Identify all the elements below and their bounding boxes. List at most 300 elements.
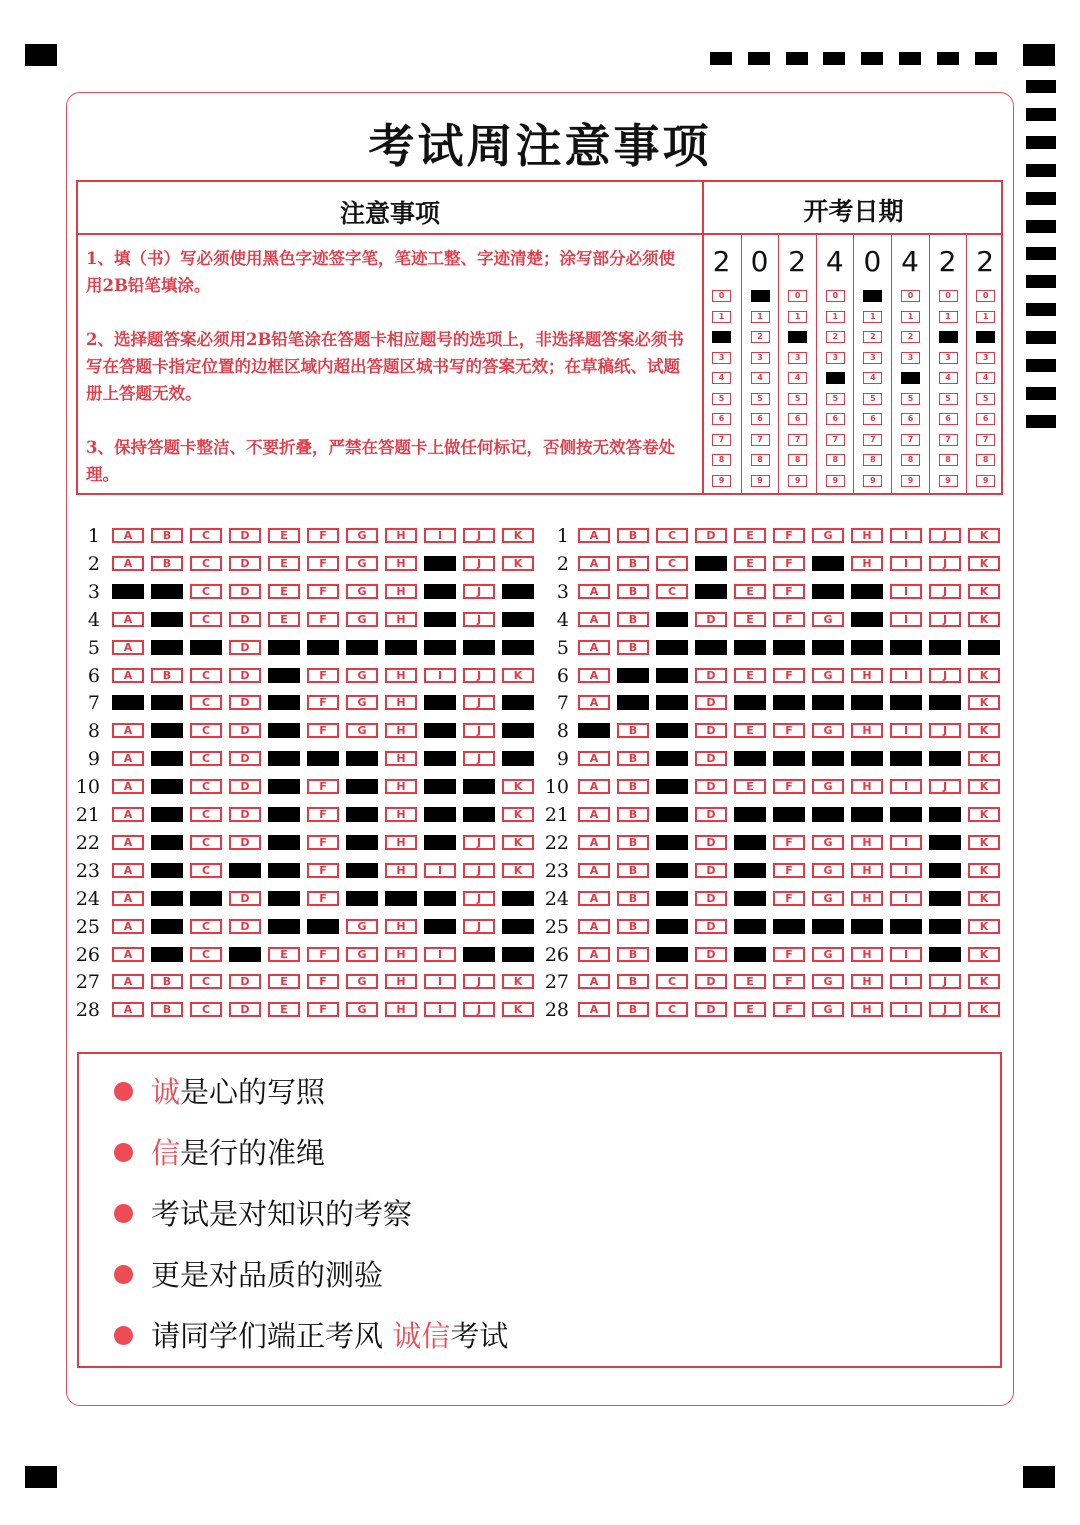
answer-bubble-c[interactable]: C: [190, 695, 222, 710]
answer-bubble-h[interactable]: H: [851, 668, 883, 683]
answer-bubble-i[interactable]: [424, 919, 456, 934]
date-bubble[interactable]: 7: [976, 434, 995, 446]
answer-bubble-d[interactable]: D: [229, 835, 261, 850]
answer-bubble-d[interactable]: D: [695, 528, 727, 543]
answer-bubble-h[interactable]: [851, 807, 883, 822]
answer-bubble-h[interactable]: [851, 584, 883, 599]
answer-bubble-f[interactable]: F: [307, 528, 339, 543]
date-bubble[interactable]: [751, 290, 770, 302]
answer-bubble-g[interactable]: [812, 640, 844, 655]
answer-bubble-g[interactable]: G: [812, 974, 844, 989]
answer-bubble-i[interactable]: I: [890, 668, 922, 683]
answer-bubble-k[interactable]: K: [502, 668, 534, 683]
answer-bubble-f[interactable]: F: [307, 723, 339, 738]
date-bubble[interactable]: 4: [863, 372, 882, 384]
answer-bubble-c[interactable]: C: [190, 612, 222, 627]
answer-bubble-c[interactable]: [656, 751, 688, 766]
answer-bubble-f[interactable]: F: [307, 584, 339, 599]
answer-bubble-f[interactable]: F: [307, 556, 339, 571]
answer-bubble-g[interactable]: G: [346, 584, 378, 599]
date-bubble[interactable]: 3: [939, 352, 958, 364]
answer-bubble-d[interactable]: D: [695, 779, 727, 794]
answer-bubble-d[interactable]: D: [695, 891, 727, 906]
answer-bubble-g[interactable]: [346, 807, 378, 822]
answer-bubble-d[interactable]: D: [229, 779, 261, 794]
answer-bubble-e[interactable]: [734, 695, 766, 710]
date-bubble[interactable]: 5: [826, 393, 845, 405]
answer-bubble-g[interactable]: [346, 891, 378, 906]
answer-bubble-e[interactable]: E: [734, 1002, 766, 1017]
answer-bubble-f[interactable]: F: [773, 612, 805, 627]
date-bubble[interactable]: 7: [901, 434, 920, 446]
answer-bubble-d[interactable]: D: [229, 528, 261, 543]
answer-bubble-b[interactable]: [617, 668, 649, 683]
answer-bubble-a[interactable]: A: [112, 556, 144, 571]
answer-bubble-g[interactable]: [346, 863, 378, 878]
answer-bubble-b[interactable]: [151, 751, 183, 766]
answer-bubble-a[interactable]: A: [112, 528, 144, 543]
date-bubble[interactable]: 8: [939, 454, 958, 466]
answer-bubble-k[interactable]: K: [968, 779, 1000, 794]
answer-bubble-f[interactable]: F: [307, 947, 339, 962]
answer-bubble-c[interactable]: [656, 891, 688, 906]
answer-bubble-g[interactable]: [812, 919, 844, 934]
answer-bubble-a[interactable]: A: [578, 947, 610, 962]
answer-bubble-f[interactable]: [773, 751, 805, 766]
answer-bubble-g[interactable]: G: [346, 668, 378, 683]
date-bubble[interactable]: 5: [901, 393, 920, 405]
date-bubble[interactable]: 4: [788, 372, 807, 384]
answer-bubble-j[interactable]: J: [463, 751, 495, 766]
answer-bubble-e[interactable]: E: [268, 556, 300, 571]
answer-bubble-b[interactable]: B: [617, 751, 649, 766]
answer-bubble-j[interactable]: J: [929, 584, 961, 599]
answer-bubble-k[interactable]: K: [968, 891, 1000, 906]
date-bubble[interactable]: 1: [712, 311, 731, 323]
answer-bubble-g[interactable]: G: [812, 891, 844, 906]
answer-bubble-f[interactable]: F: [773, 947, 805, 962]
date-bubble[interactable]: 2: [901, 331, 920, 343]
answer-bubble-d[interactable]: D: [229, 751, 261, 766]
answer-bubble-a[interactable]: A: [578, 891, 610, 906]
answer-bubble-g[interactable]: G: [812, 835, 844, 850]
answer-bubble-b[interactable]: [151, 807, 183, 822]
answer-bubble-g[interactable]: G: [346, 974, 378, 989]
date-bubble[interactable]: 7: [712, 434, 731, 446]
answer-bubble-a[interactable]: A: [578, 807, 610, 822]
answer-bubble-k[interactable]: K: [968, 695, 1000, 710]
answer-bubble-h[interactable]: H: [385, 528, 417, 543]
answer-bubble-b[interactable]: [151, 584, 183, 599]
answer-bubble-d[interactable]: D: [229, 695, 261, 710]
answer-bubble-e[interactable]: [268, 668, 300, 683]
answer-bubble-c[interactable]: C: [190, 974, 222, 989]
date-bubble[interactable]: 3: [788, 352, 807, 364]
answer-bubble-j[interactable]: J: [463, 528, 495, 543]
answer-bubble-f[interactable]: [307, 751, 339, 766]
date-bubble[interactable]: 8: [712, 454, 731, 466]
answer-bubble-j[interactable]: J: [929, 779, 961, 794]
answer-bubble-a[interactable]: [578, 723, 610, 738]
answer-bubble-k[interactable]: K: [502, 974, 534, 989]
answer-bubble-e[interactable]: E: [734, 612, 766, 627]
answer-bubble-g[interactable]: G: [812, 779, 844, 794]
answer-bubble-b[interactable]: B: [151, 528, 183, 543]
date-bubble[interactable]: 1: [788, 311, 807, 323]
answer-bubble-j[interactable]: J: [929, 668, 961, 683]
date-bubble[interactable]: 8: [751, 454, 770, 466]
answer-bubble-f[interactable]: F: [307, 835, 339, 850]
date-bubble[interactable]: 5: [712, 393, 731, 405]
answer-bubble-j[interactable]: J: [463, 723, 495, 738]
answer-bubble-g[interactable]: G: [812, 863, 844, 878]
answer-bubble-d[interactable]: [229, 863, 261, 878]
answer-bubble-i[interactable]: I: [890, 612, 922, 627]
answer-bubble-j[interactable]: [463, 640, 495, 655]
date-bubble[interactable]: 0: [901, 290, 920, 302]
answer-bubble-k[interactable]: [502, 584, 534, 599]
answer-bubble-f[interactable]: F: [307, 779, 339, 794]
answer-bubble-e[interactable]: E: [734, 668, 766, 683]
date-bubble[interactable]: 1: [976, 311, 995, 323]
date-bubble[interactable]: 7: [939, 434, 958, 446]
answer-bubble-k[interactable]: [502, 723, 534, 738]
answer-bubble-k[interactable]: K: [968, 528, 1000, 543]
answer-bubble-k[interactable]: [502, 891, 534, 906]
answer-bubble-k[interactable]: K: [502, 528, 534, 543]
answer-bubble-j[interactable]: [929, 807, 961, 822]
date-bubble[interactable]: 6: [976, 413, 995, 425]
answer-bubble-g[interactable]: G: [812, 947, 844, 962]
answer-bubble-f[interactable]: [773, 640, 805, 655]
answer-bubble-h[interactable]: H: [385, 668, 417, 683]
answer-bubble-d[interactable]: [695, 584, 727, 599]
date-bubble[interactable]: 8: [788, 454, 807, 466]
answer-bubble-b[interactable]: [151, 835, 183, 850]
answer-bubble-h[interactable]: H: [851, 947, 883, 962]
answer-bubble-h[interactable]: H: [385, 695, 417, 710]
answer-bubble-k[interactable]: [968, 640, 1000, 655]
answer-bubble-b[interactable]: B: [151, 1002, 183, 1017]
answer-bubble-f[interactable]: F: [307, 974, 339, 989]
answer-bubble-i[interactable]: I: [424, 863, 456, 878]
answer-bubble-a[interactable]: A: [578, 1002, 610, 1017]
date-bubble[interactable]: 9: [712, 475, 731, 487]
answer-bubble-e[interactable]: E: [734, 974, 766, 989]
date-bubble[interactable]: 9: [976, 475, 995, 487]
answer-bubble-b[interactable]: [151, 947, 183, 962]
answer-bubble-g[interactable]: G: [346, 947, 378, 962]
answer-bubble-j[interactable]: J: [463, 584, 495, 599]
answer-bubble-f[interactable]: [773, 919, 805, 934]
answer-bubble-g[interactable]: G: [346, 1002, 378, 1017]
answer-bubble-c[interactable]: [190, 891, 222, 906]
answer-bubble-i[interactable]: [424, 640, 456, 655]
answer-bubble-j[interactable]: [929, 695, 961, 710]
answer-bubble-e[interactable]: E: [268, 1002, 300, 1017]
date-bubble[interactable]: 6: [751, 413, 770, 425]
date-bubble[interactable]: 3: [826, 352, 845, 364]
answer-bubble-h[interactable]: H: [385, 751, 417, 766]
answer-bubble-g[interactable]: [812, 584, 844, 599]
answer-bubble-c[interactable]: [656, 612, 688, 627]
answer-bubble-h[interactable]: H: [385, 1002, 417, 1017]
answer-bubble-j[interactable]: J: [463, 835, 495, 850]
answer-bubble-d[interactable]: [229, 947, 261, 962]
answer-bubble-f[interactable]: F: [773, 584, 805, 599]
answer-bubble-h[interactable]: H: [385, 807, 417, 822]
answer-bubble-c[interactable]: [656, 695, 688, 710]
answer-bubble-g[interactable]: [812, 695, 844, 710]
answer-bubble-e[interactable]: [268, 835, 300, 850]
answer-bubble-k[interactable]: K: [968, 723, 1000, 738]
answer-bubble-g[interactable]: G: [812, 723, 844, 738]
date-bubble[interactable]: 2: [751, 331, 770, 343]
date-bubble[interactable]: [901, 372, 920, 384]
date-bubble[interactable]: 8: [863, 454, 882, 466]
answer-bubble-f[interactable]: [773, 695, 805, 710]
answer-bubble-b[interactable]: B: [617, 947, 649, 962]
answer-bubble-c[interactable]: C: [190, 723, 222, 738]
date-bubble[interactable]: 1: [939, 311, 958, 323]
answer-bubble-j[interactable]: J: [929, 612, 961, 627]
answer-bubble-d[interactable]: D: [229, 1002, 261, 1017]
answer-bubble-j[interactable]: J: [463, 612, 495, 627]
answer-bubble-i[interactable]: [890, 695, 922, 710]
answer-bubble-g[interactable]: G: [346, 528, 378, 543]
answer-bubble-e[interactable]: E: [268, 947, 300, 962]
answer-bubble-c[interactable]: [656, 779, 688, 794]
answer-bubble-f[interactable]: F: [773, 779, 805, 794]
answer-bubble-e[interactable]: [268, 751, 300, 766]
answer-bubble-h[interactable]: H: [385, 723, 417, 738]
date-bubble[interactable]: 2: [863, 331, 882, 343]
answer-bubble-g[interactable]: G: [812, 668, 844, 683]
answer-bubble-j[interactable]: [929, 835, 961, 850]
answer-bubble-h[interactable]: H: [385, 863, 417, 878]
answer-bubble-b[interactable]: B: [617, 974, 649, 989]
answer-bubble-b[interactable]: [151, 779, 183, 794]
date-bubble[interactable]: 5: [751, 393, 770, 405]
answer-bubble-d[interactable]: D: [695, 668, 727, 683]
answer-bubble-b[interactable]: B: [151, 668, 183, 683]
date-bubble[interactable]: 4: [751, 372, 770, 384]
answer-bubble-k[interactable]: [502, 612, 534, 627]
answer-bubble-d[interactable]: D: [695, 947, 727, 962]
answer-bubble-c[interactable]: C: [190, 807, 222, 822]
answer-bubble-a[interactable]: A: [112, 807, 144, 822]
answer-bubble-d[interactable]: D: [229, 556, 261, 571]
answer-bubble-i[interactable]: I: [424, 974, 456, 989]
answer-bubble-d[interactable]: D: [229, 668, 261, 683]
answer-bubble-k[interactable]: K: [502, 556, 534, 571]
answer-bubble-b[interactable]: [151, 640, 183, 655]
answer-bubble-d[interactable]: D: [695, 919, 727, 934]
answer-bubble-h[interactable]: H: [385, 919, 417, 934]
answer-bubble-i[interactable]: [424, 779, 456, 794]
answer-bubble-c[interactable]: C: [190, 779, 222, 794]
answer-bubble-d[interactable]: [695, 556, 727, 571]
answer-bubble-c[interactable]: C: [190, 584, 222, 599]
answer-bubble-k[interactable]: K: [502, 1002, 534, 1017]
answer-bubble-j[interactable]: [929, 751, 961, 766]
date-bubble[interactable]: [712, 331, 731, 343]
answer-bubble-j[interactable]: J: [463, 919, 495, 934]
answer-bubble-e[interactable]: E: [268, 974, 300, 989]
date-bubble[interactable]: 6: [826, 413, 845, 425]
answer-bubble-c[interactable]: [656, 919, 688, 934]
answer-bubble-c[interactable]: C: [656, 974, 688, 989]
date-bubble[interactable]: 6: [901, 413, 920, 425]
answer-bubble-k[interactable]: K: [968, 947, 1000, 962]
answer-bubble-a[interactable]: A: [578, 835, 610, 850]
answer-bubble-e[interactable]: E: [268, 584, 300, 599]
answer-bubble-k[interactable]: [502, 919, 534, 934]
answer-bubble-h[interactable]: H: [851, 863, 883, 878]
answer-bubble-g[interactable]: [346, 640, 378, 655]
answer-bubble-b[interactable]: [617, 695, 649, 710]
date-bubble[interactable]: 3: [901, 352, 920, 364]
answer-bubble-k[interactable]: K: [968, 668, 1000, 683]
answer-bubble-i[interactable]: [424, 835, 456, 850]
date-bubble[interactable]: 6: [939, 413, 958, 425]
answer-bubble-h[interactable]: [851, 919, 883, 934]
answer-bubble-d[interactable]: D: [695, 974, 727, 989]
answer-bubble-f[interactable]: F: [773, 863, 805, 878]
answer-bubble-i[interactable]: [424, 751, 456, 766]
answer-bubble-b[interactable]: B: [617, 723, 649, 738]
answer-bubble-h[interactable]: H: [385, 556, 417, 571]
date-bubble[interactable]: 9: [826, 475, 845, 487]
answer-bubble-h[interactable]: H: [851, 891, 883, 906]
answer-bubble-h[interactable]: [851, 640, 883, 655]
answer-bubble-d[interactable]: D: [695, 1002, 727, 1017]
answer-bubble-g[interactable]: [346, 779, 378, 794]
answer-bubble-k[interactable]: K: [968, 835, 1000, 850]
answer-bubble-h[interactable]: [385, 891, 417, 906]
date-bubble[interactable]: 8: [826, 454, 845, 466]
date-bubble[interactable]: [976, 331, 995, 343]
answer-bubble-c[interactable]: [656, 947, 688, 962]
date-bubble[interactable]: 3: [863, 352, 882, 364]
answer-bubble-b[interactable]: [151, 612, 183, 627]
answer-bubble-a[interactable]: A: [112, 835, 144, 850]
answer-bubble-j[interactable]: [463, 779, 495, 794]
answer-bubble-j[interactable]: J: [463, 974, 495, 989]
date-bubble[interactable]: 7: [826, 434, 845, 446]
answer-bubble-a[interactable]: A: [112, 891, 144, 906]
answer-bubble-i[interactable]: I: [890, 528, 922, 543]
date-bubble[interactable]: 7: [788, 434, 807, 446]
answer-bubble-k[interactable]: K: [502, 779, 534, 794]
answer-bubble-i[interactable]: [424, 612, 456, 627]
answer-bubble-c[interactable]: [656, 835, 688, 850]
answer-bubble-f[interactable]: [307, 919, 339, 934]
answer-bubble-i[interactable]: [890, 807, 922, 822]
answer-bubble-c[interactable]: [190, 640, 222, 655]
answer-bubble-d[interactable]: D: [229, 640, 261, 655]
date-bubble[interactable]: 4: [939, 372, 958, 384]
answer-bubble-k[interactable]: K: [968, 751, 1000, 766]
answer-bubble-c[interactable]: C: [190, 919, 222, 934]
answer-bubble-g[interactable]: [812, 751, 844, 766]
answer-bubble-f[interactable]: F: [307, 695, 339, 710]
answer-bubble-k[interactable]: K: [968, 1002, 1000, 1017]
answer-bubble-c[interactable]: C: [190, 835, 222, 850]
answer-bubble-h[interactable]: H: [385, 974, 417, 989]
answer-bubble-g[interactable]: G: [346, 723, 378, 738]
answer-bubble-a[interactable]: A: [112, 779, 144, 794]
date-bubble[interactable]: 6: [863, 413, 882, 425]
answer-bubble-f[interactable]: [307, 640, 339, 655]
answer-bubble-c[interactable]: [656, 640, 688, 655]
date-bubble[interactable]: 4: [712, 372, 731, 384]
answer-bubble-f[interactable]: F: [773, 891, 805, 906]
answer-bubble-b[interactable]: B: [617, 612, 649, 627]
date-bubble[interactable]: 6: [712, 413, 731, 425]
answer-bubble-a[interactable]: A: [578, 974, 610, 989]
answer-bubble-h[interactable]: H: [385, 835, 417, 850]
answer-bubble-a[interactable]: A: [112, 947, 144, 962]
answer-bubble-c[interactable]: C: [190, 528, 222, 543]
answer-bubble-b[interactable]: B: [617, 835, 649, 850]
answer-bubble-f[interactable]: F: [307, 891, 339, 906]
answer-bubble-k[interactable]: K: [502, 863, 534, 878]
answer-bubble-a[interactable]: A: [112, 863, 144, 878]
answer-bubble-g[interactable]: G: [346, 695, 378, 710]
answer-bubble-g[interactable]: G: [346, 919, 378, 934]
answer-bubble-d[interactable]: D: [695, 835, 727, 850]
answer-bubble-i[interactable]: I: [890, 947, 922, 962]
answer-bubble-d[interactable]: D: [695, 863, 727, 878]
answer-bubble-i[interactable]: I: [890, 779, 922, 794]
answer-bubble-a[interactable]: A: [578, 695, 610, 710]
answer-bubble-i[interactable]: I: [890, 891, 922, 906]
answer-bubble-k[interactable]: K: [502, 807, 534, 822]
answer-bubble-c[interactable]: C: [190, 668, 222, 683]
answer-bubble-d[interactable]: [695, 640, 727, 655]
answer-bubble-i[interactable]: [424, 584, 456, 599]
date-bubble[interactable]: 8: [901, 454, 920, 466]
answer-bubble-b[interactable]: B: [617, 1002, 649, 1017]
answer-bubble-i[interactable]: [424, 556, 456, 571]
date-bubble[interactable]: 1: [863, 311, 882, 323]
answer-bubble-a[interactable]: A: [578, 612, 610, 627]
answer-bubble-f[interactable]: F: [773, 528, 805, 543]
answer-bubble-b[interactable]: B: [617, 640, 649, 655]
answer-bubble-a[interactable]: A: [578, 668, 610, 683]
answer-bubble-e[interactable]: [268, 863, 300, 878]
date-bubble[interactable]: 5: [939, 393, 958, 405]
answer-bubble-g[interactable]: G: [346, 556, 378, 571]
answer-bubble-d[interactable]: D: [229, 612, 261, 627]
answer-bubble-j[interactable]: J: [463, 695, 495, 710]
answer-bubble-c[interactable]: C: [190, 751, 222, 766]
date-bubble[interactable]: 9: [751, 475, 770, 487]
answer-bubble-a[interactable]: A: [112, 640, 144, 655]
answer-bubble-b[interactable]: [151, 695, 183, 710]
answer-bubble-f[interactable]: F: [307, 668, 339, 683]
answer-bubble-b[interactable]: B: [617, 891, 649, 906]
answer-bubble-e[interactable]: [734, 751, 766, 766]
answer-bubble-d[interactable]: D: [229, 584, 261, 599]
answer-bubble-i[interactable]: [890, 640, 922, 655]
answer-bubble-i[interactable]: I: [890, 1002, 922, 1017]
answer-bubble-b[interactable]: B: [151, 556, 183, 571]
answer-bubble-d[interactable]: D: [229, 807, 261, 822]
answer-bubble-j[interactable]: J: [463, 1002, 495, 1017]
answer-bubble-a[interactable]: A: [112, 612, 144, 627]
